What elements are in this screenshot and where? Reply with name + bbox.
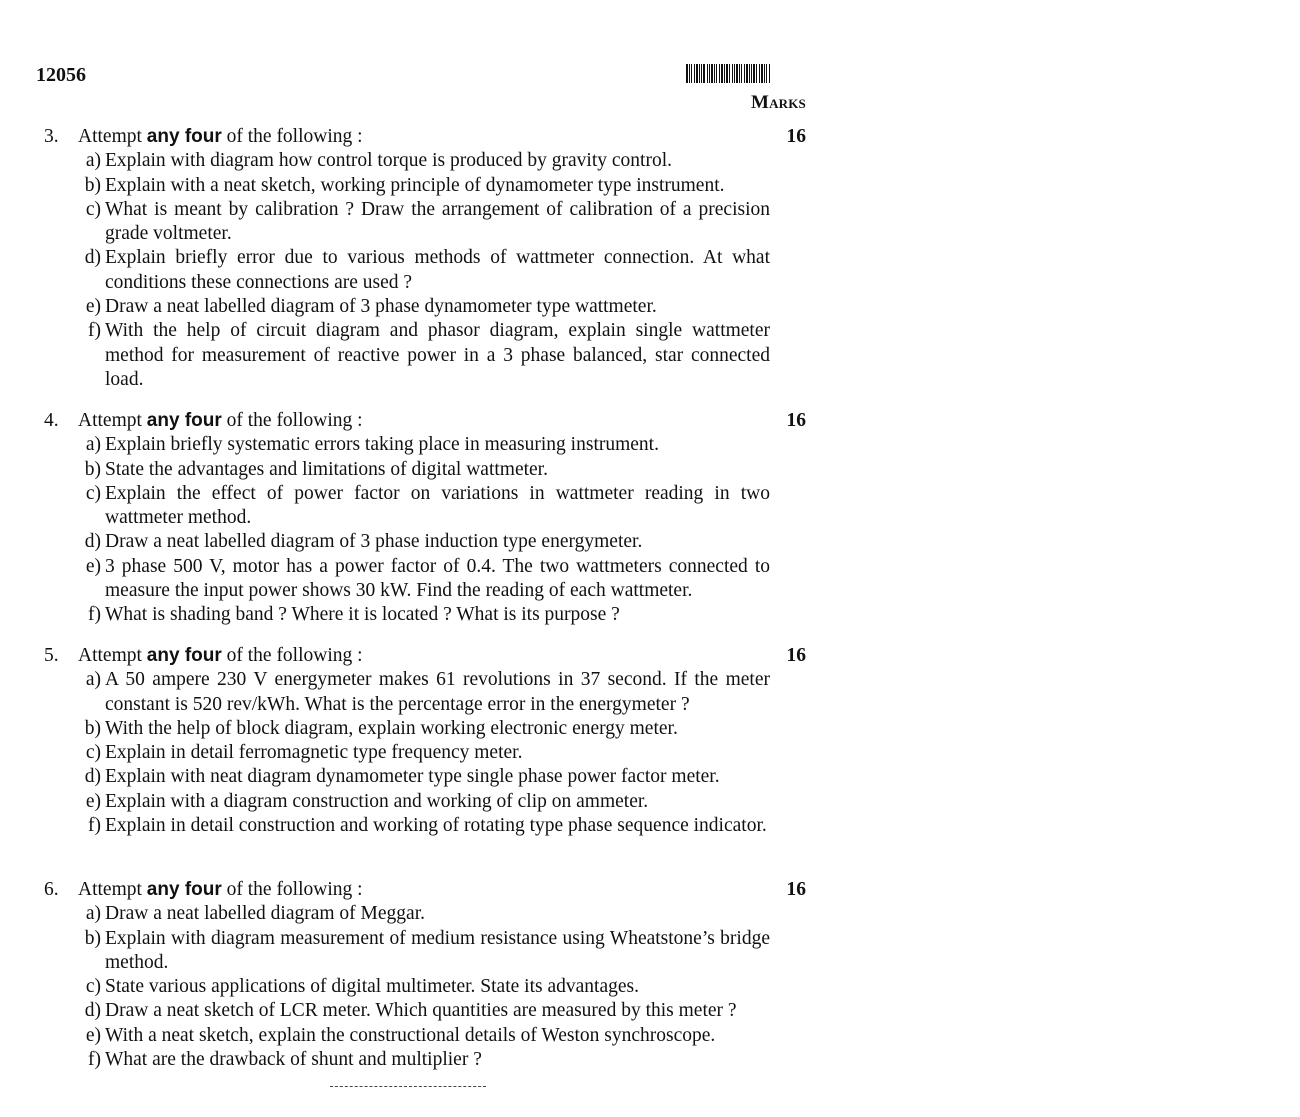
- sub-question-label: d): [84, 247, 101, 269]
- barcode-image: [686, 64, 806, 83]
- question-instruction: Attempt any four of the following :: [78, 126, 363, 147]
- sub-question: [44, 999, 770, 1023]
- question-heading: [44, 878, 806, 902]
- sub-question-label: d): [84, 531, 101, 553]
- end-of-paper-rule: [330, 1086, 486, 1087]
- sub-question: [44, 927, 770, 976]
- sub-question: [44, 668, 770, 717]
- sub-question-label: d): [84, 766, 101, 788]
- sub-question: [44, 433, 770, 457]
- sub-question-text: Explain in detail construction and working of rotating type phase sequence indicator.: [105, 815, 767, 837]
- sub-question-label: c): [85, 976, 101, 998]
- sub-question-label: a): [85, 903, 101, 925]
- sub-question-label: d): [84, 1000, 101, 1022]
- sub-question-text: Explain in detail ferromagnetic type frequency meter.: [105, 742, 523, 764]
- sub-question-text: What is meant by calibration ? Draw the arrangement of calibration of a precision grade voltmeter.: [105, 198, 770, 245]
- sub-question-label: f): [88, 320, 101, 342]
- sub-question: [44, 530, 770, 554]
- question-number: 4.: [44, 410, 59, 431]
- sub-question-list: [44, 433, 806, 627]
- sub-question: [44, 765, 770, 789]
- question-instruction: Attempt any four of the following :: [78, 645, 363, 666]
- question-instruction: Attempt any four of the following :: [78, 879, 363, 900]
- sub-question: [44, 198, 770, 247]
- sub-question-text: State the advantages and limitations of digital wattmeter.: [105, 458, 548, 480]
- question-heading: [44, 125, 806, 149]
- paper-code: 12056: [36, 64, 86, 86]
- sub-question: [44, 717, 770, 741]
- sub-question-label: c): [85, 482, 101, 504]
- sub-question-text: With the help of circuit diagram and phasor diagram, explain single wattmeter method for measurement of reactive power in a 3 phase balanced, star connected load.: [105, 320, 770, 390]
- sub-question-label: e): [85, 555, 101, 577]
- sub-question-label: f): [88, 604, 101, 626]
- question-6: [44, 878, 806, 1072]
- sub-question-text: What is shading band ? Where it is located ? What is its purpose ?: [105, 604, 620, 626]
- question-marks: 16: [786, 645, 806, 666]
- sub-question-text: Draw a neat sketch of LCR meter. Which quantities are measured by this meter ?: [105, 1000, 737, 1022]
- sub-question: [44, 149, 770, 173]
- sub-question: [44, 482, 770, 531]
- question-4: [44, 409, 806, 628]
- sub-question: [44, 174, 770, 198]
- question-instruction: Attempt any four of the following :: [78, 410, 363, 431]
- sub-question-list: [44, 149, 806, 392]
- question-number: 5.: [44, 645, 59, 666]
- sub-question-label: f): [88, 1049, 101, 1071]
- sub-question: [44, 603, 770, 627]
- sub-question-text: Explain with neat diagram dynamometer type single phase power factor meter.: [105, 766, 720, 788]
- sub-question-text: Draw a neat labelled diagram of Meggar.: [105, 903, 425, 925]
- sub-question-label: b): [84, 174, 101, 196]
- sub-question: [44, 458, 770, 482]
- sub-question-label: c): [85, 198, 101, 220]
- sub-question: [44, 790, 770, 814]
- sub-question: [44, 246, 770, 295]
- sub-question-label: b): [84, 717, 101, 739]
- sub-question-label: b): [84, 927, 101, 949]
- marks-column-heading: Marks: [750, 92, 806, 113]
- sub-question: [44, 1048, 770, 1072]
- sub-question-text: Draw a neat labelled diagram of 3 phase induction type energymeter.: [105, 531, 643, 553]
- sub-question-text: Explain briefly systematic errors taking place in measuring instrument.: [105, 434, 659, 456]
- sub-question: [44, 1024, 770, 1048]
- question-3: [44, 125, 806, 392]
- sub-question-label: e): [85, 1024, 101, 1046]
- sub-question-text: With the help of block diagram, explain working electronic energy meter.: [105, 717, 678, 739]
- question-5: [44, 644, 806, 838]
- sub-question: [44, 741, 770, 765]
- sub-question-text: Explain briefly error due to various methods of wattmeter connection. At what conditions these connections are used ?: [105, 247, 770, 293]
- question-marks: 16: [786, 410, 806, 431]
- sub-question-text: Explain the effect of power factor on variations in wattmeter reading in two wattmeter method.: [105, 482, 770, 529]
- sub-question: [44, 295, 770, 319]
- sub-question-text: Explain with diagram how control torque is produced by gravity control.: [105, 150, 672, 172]
- sub-question: [44, 814, 770, 838]
- question-number: 3.: [44, 126, 59, 147]
- sub-question-text: A 50 ampere 230 V energymeter makes 61 revolutions in 37 second. If the meter constant is 520 rev/kWh. What is the percentage error in the energymeter ?: [105, 669, 770, 715]
- question-heading: [44, 409, 806, 433]
- question-number: 6.: [44, 879, 59, 900]
- sub-question-label: a): [85, 150, 101, 172]
- sub-question: [44, 902, 770, 926]
- sub-question: [44, 555, 770, 604]
- sub-question-text: With a neat sketch, explain the constructional details of Weston synchroscope.: [105, 1024, 716, 1046]
- sub-question: [44, 975, 770, 999]
- sub-question-list: [44, 902, 806, 1072]
- sub-question-text: 3 phase 500 V, motor has a power factor of 0.4. The two wattmeters connected to measure the input power shows 30 kW. Find the reading of each wattmeter.: [105, 555, 770, 602]
- sub-question-text: What are the drawback of shunt and multiplier ?: [105, 1049, 482, 1071]
- sub-question-text: Explain with diagram measurement of medium resistance using Wheatstone’s bridge method.: [105, 927, 770, 973]
- sub-question-label: e): [85, 296, 101, 318]
- sub-question-text: Explain with a neat sketch, working principle of dynamometer type instrument.: [105, 174, 725, 196]
- barcode-gap: [770, 64, 771, 83]
- sub-question-text: Explain with a diagram construction and working of clip on ammeter.: [105, 790, 649, 812]
- sub-question-text: State various applications of digital multimeter. State its advantages.: [105, 976, 639, 998]
- sub-question-label: a): [85, 434, 101, 456]
- question-heading: [44, 644, 806, 668]
- question-marks: 16: [786, 879, 806, 900]
- sub-question-label: f): [88, 815, 101, 837]
- sub-question: [44, 319, 770, 392]
- sub-question-text: Draw a neat labelled diagram of 3 phase dynamometer type wattmeter.: [105, 296, 657, 318]
- question-marks: 16: [786, 126, 806, 147]
- sub-question-label: c): [85, 742, 101, 764]
- sub-question-label: e): [85, 790, 101, 812]
- sub-question-list: [44, 668, 806, 838]
- sub-question-label: b): [84, 458, 101, 480]
- sub-question-label: a): [85, 669, 101, 691]
